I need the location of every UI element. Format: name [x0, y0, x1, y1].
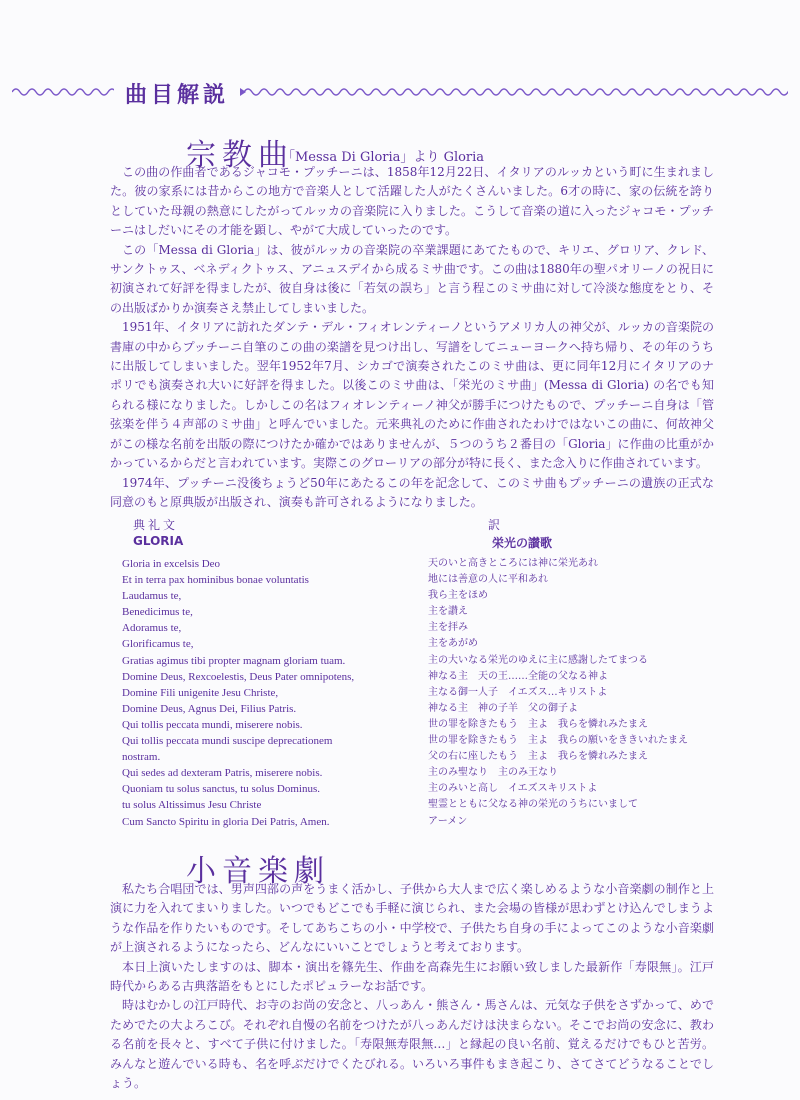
latin-line: Qui sedes ad dexteram Patris, miserere nobis.: [122, 767, 323, 780]
translation-line: 主を讃え: [428, 606, 468, 618]
japanese-translation-list: [428, 556, 728, 830]
latin-line: Domine Deus, Agnus Dei, Filius Patris.: [122, 702, 297, 715]
latin-line: Adoramus te,: [122, 622, 182, 635]
music-drama-description: [110, 880, 714, 1093]
liturgical-text-heading: 典礼文: [133, 518, 179, 532]
translation-line: 神なる主 神の子羊 父の御子よ: [428, 702, 578, 714]
latin-line: Glorificamus te,: [122, 638, 194, 651]
religious-description: [110, 163, 714, 512]
latin-line: Gloria in excelsis Deo: [122, 558, 221, 570]
translation-line: 聖霊とともに父なる神の栄光のうちにいまして: [428, 799, 638, 811]
translation-line: 父の右に座したもう 主よ 我らを憐れみたまえ: [428, 751, 648, 763]
section-subtitle-religious: 「Messa Di Gloria」より Gloria: [282, 150, 485, 165]
latin-line: Qui tollis peccata mundi suscipe deprecationem: [122, 735, 333, 748]
latin-line: Laudamus te,: [122, 590, 182, 603]
latin-line: Quoniam tu solus sanctus, tu solus Dominus.: [122, 783, 321, 796]
translation-line: アーメン: [428, 815, 468, 827]
translation-line: 主をあがめ: [428, 638, 478, 650]
paragraph: 1974年、プッチーニ没後ちょうど50年にあたるこの年を記念して、このミサ曲もプッチーニの遺族の正式な同意のもと原典版が出版され、演奏も許可されるようになりました。: [110, 475, 714, 509]
translation-line: 天のいと高きところには神に栄光あれ: [428, 558, 598, 569]
latin-line: nostram.: [122, 751, 161, 764]
translation-line: 我ら主をほめ: [428, 590, 488, 602]
latin-line: Qui tollis peccata mundi, miserere nobis.: [122, 718, 303, 731]
page-title: 曲目解説: [114, 76, 240, 111]
translation-line: 主を拝み: [428, 622, 468, 634]
translation-line: 神なる主 天の王……全能の父なる神よ: [428, 670, 608, 682]
translation-line: 地には善意の人に平和あれ: [428, 574, 548, 586]
translation-line: 主の大いなる栄光のゆえに主に感謝したてまつる: [428, 654, 648, 666]
liturgical-text-subheading: GLORIA: [133, 534, 184, 548]
latin-line: Gratias agimus tibi propter magnam gloriam tuam.: [122, 654, 346, 667]
translation-heading: 訳: [488, 518, 504, 532]
paragraph: 1951年、イタリアに訪れたダンテ・デル・フィオレンティーノというアメリカ人の神父が、ルッカの音楽院の書庫の中からプッチーニ自筆のこの曲の楽譜を見つけ出し、写譜をしてニューヨークへ持ち帰り、その年のうちに出版してしまいました。翌年1952年7月、シカゴで演奏されたこのミサ曲は、更に同年12月にイタリアのナポリでも演奏され大いに好評を得ました。以後このミサ曲は、「栄光のミサ曲」(Messa di Gloria) の名でも知られる様になりました。しかしこの名はフィオレンティーノ神父が勝手につけたもので、プッチーニ自身は「管弦楽を伴う４声部のミサ曲」と呼んでいました。元来典礼のために作曲されたわけではないこの曲に、何故神父がこの様な名前を出版の際につけたか確かではありませんが、５つのうち２番目の「Gloria」に作曲の比重がかかっているからだと言われています。実際このグローリアの部分が特に長く、また念入りに作曲されています。: [110, 320, 714, 471]
section-title-religious: 宗教曲: [186, 138, 294, 173]
latin-line: Benedicimus te,: [122, 606, 193, 619]
translation-line: 主なる御一人子 イエズス…キリストよ: [428, 686, 608, 698]
translation-line: 主のみ聖なり 主のみ王なり: [428, 767, 558, 779]
paragraph: 本日上演いたしますのは、脚本・演出を篠先生、作曲を高森先生にお願い致しました最新作「寿限無」。江戸時代からある古典落語をもとにしたポピュラーなお話です。: [110, 959, 714, 994]
paragraph: 時はむかしの江戸時代、お寺のお尚の安念と、八っあん・熊さん・馬さんは、元気な子供をさずかって、めでためでたの大よろこび。それぞれ自慢の名前をつけたが八っあんだけは決まらない。そこでお尚の安念に、教わる名前を長々と、すべて子供に付けました。「寿限無寿限無…」と縁起の良い名前、覚えるだけでもひと苦労。みんなと遊んでいる時も、名を呼ぶだけでくたびれる。いろいろ事件もまき起こり、さてさてどうなることでしょう。: [110, 998, 714, 1091]
latin-line: Et in terra pax hominibus bonae voluntatis: [122, 574, 309, 587]
paragraph: この曲の作曲者であるジャコモ・プッチーニは、1858年12月22日、イタリアのルッカという町に生まれました。彼の家系には昔からこの地方で音楽人として活躍した人がたくさんいました。6才の時に、家の伝統を誇りとしていた母親の熱意にしたがってルッカの音楽院に入りました。こうして音楽の道に入ったジャコモ・プッチーニはしだいにその才能を顕し、やがて大成していったのです。: [110, 165, 714, 238]
translation-line: 主のみいと高し イエズスキリストよ: [428, 783, 598, 795]
translation-line: 世の罪を除きたもう 主よ 我らの願いをききいれたまえ: [428, 735, 688, 747]
translation-subheading: 栄光の讃歌: [492, 536, 553, 550]
paragraph: この「Messa di Gloria」は、彼がルッカの音楽院の卒業課題にあてたもので、キリエ、グロリア、クレド、サンクトゥス、ベネディクトゥス、アニュスデイから成るミサ曲です。この曲は1880年の聖パオリーノの祝日に初演されて好評を得ましたが、彼自身は後に「若気の誤ち」と言う程このミサ曲に対して冷淡な態度をとり、その出版ばかりか演奏さえ禁止してしまいました。: [110, 242, 714, 315]
latin-text-list: [122, 556, 422, 830]
latin-line: Domine Deus, Rexcoelestis, Deus Pater omnipotens,: [122, 670, 355, 683]
latin-line: tu solus Altissimus Jesu Christe: [122, 799, 262, 812]
latin-line: Cum Sancto Spiritu in gloria Dei Patris, Amen.: [122, 815, 330, 828]
section-title-music-drama: 小音楽劇: [186, 854, 330, 889]
translation-line: 世の罪を除きたもう 主よ 我らを憐れみたまえ: [428, 718, 648, 730]
latin-line: Domine Fili unigenite Jesu Christe,: [122, 686, 279, 699]
paragraph: 私たち合唱団では、男声四部の声をうまく活かし、子供から大人まで広く楽しめるような小音楽劇の制作と上演に力を入れてまいりました。いつでもどこでも手軽に演じられ、また会場の皆様が思わずとけ込んでしまうような作品を作りたいものです。そしてあちこちの小・中学校で、子供たち自身の手によってこのような小音楽劇が上演されるようになったら、どんなにいいことでしょうと考えております。: [110, 882, 714, 955]
